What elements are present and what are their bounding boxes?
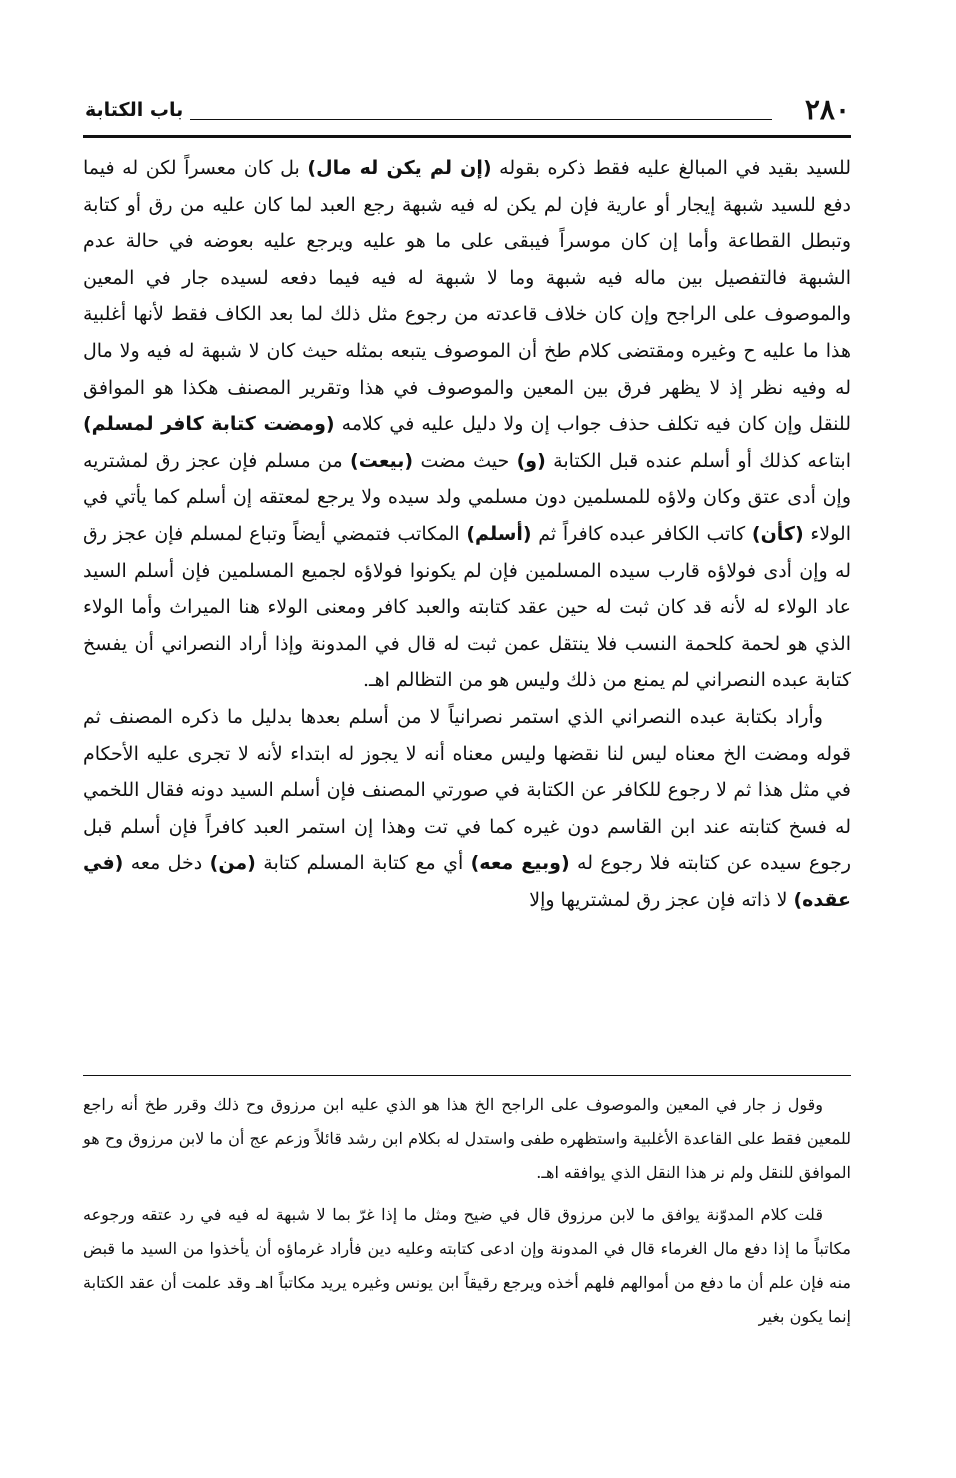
running-title: باب الكتابة <box>85 99 184 121</box>
page-number: ٢٨٠ <box>804 93 850 126</box>
commentary-text: بل كان معسراً لكن له فيما دفع للسيد شبهة إيجار أو عارية فإن لم يكن له فيه شبهة رجع العبد لما كان عليه من رق أو كتابة وتبطل القطاعة وأما إن كان موسراً فيبقى على ما هو عليه ويرجع عليه بعوضه في حالة عدم الشبهة فالتفصيل بين ماله فيه شبهة وما لا شبهة له فيه فيما دفعه لسيده جار في المعين والموصوف على الراجح وإن كان خلاف قاعدته من رجوع مثل ذلك لما بعد الكاف فقط لأنها أغلبية هذا ما عليه ح وغيره ومقتضى كلام طخ أن الموصوف يتبعه بمثله حيث كان لا شبهة له فيه ولا مال له وفيه نظر إذ لا يظهر فرق بين المعين والموصوف في هذا وتقرير المصنف هكذا هو الموافق للنقل وإن كان فيه تكلف حذف جواب إن ولا دليل عليه في كلامه <box>83 157 851 436</box>
footnotes <box>83 1088 851 1334</box>
page-header <box>85 92 850 132</box>
paragraph-2 <box>83 699 851 919</box>
matn-quote: (و) <box>516 449 546 472</box>
footnote-2: قلت كلام المدوّنة يوافق ما لابن مرزوق قال في ضيح ومثل ما إذا غرّ بما لا شبهة له فيه في رد عتقه ورجوعه مكاتباً ما إذا دفع مال الغرماء قال في المدونة وإن ادعى كتابته وعليه دين فأراد غرماؤه أن يأخذوا من السيد ما قبض منه فإن علم أن ما دفع من أموالهم فلهم أخذه ويرجع رقيقاً ابن يونس وغيره يريد مكاتباً اهـ وقد علمت أن عقد الكتابة إنما يكون بغير <box>83 1204 851 1327</box>
commentary-text: المكاتب فتمضي أيضاً وتباع لمسلم فإن عجز رق له وإن أدى فولاؤه قارب سيده المسلمين فإن لم يكونوا فولاؤه لجميع المسلمين فإن أسلم السيد عاد الولاء له لأنه قد كان ثبت له حين عقد كتابته والعبد كافر ومعنى الولاء هنا الميراث وأما الولاء الذي هو لحمة كلحمة النسب فلا ينتقل عمن ثبت له قال في المدونة وإذا أراد النصراني أن يفسخ كتابة عبده النصراني لم يمنع من ذلك وليس هو من التظالم اهـ. <box>83 522 851 692</box>
matn-quote: (وبيع معه) <box>470 852 570 875</box>
matn-quote: (كأن) <box>751 522 804 545</box>
commentary-text: حيث مضت <box>413 449 517 472</box>
paragraph-1 <box>83 150 851 699</box>
matn-quote: (ومضت كتابة كافر لمسلم) <box>83 413 335 436</box>
footnote-1: وقول ز جار في المعين والموصوف على الراجح الخ هذا هو الذي عليه ابن مرزوق وح ذلك وقرر طخ أنه راجع للمعين فقط على القاعدة الأغلبية واستظهره طفى واستدل له بكلام ابن رشد قائلاً وزعم عج أن ما لابن مرزوق وح هو الموافق للنقل ولم نر هذا النقل الذي يوافقه اهـ. <box>83 1095 851 1183</box>
footnote-separator <box>83 1075 851 1076</box>
commentary-text: من مسلم فإن عجز رق لمشتريه وإن أدى عتق وكان ولاؤه للمسلمين دون مسلمي ولد سيده ولا يرجع لمعتقه إن أسلم كما يأتي في الولاء <box>83 449 851 545</box>
header-line <box>190 119 772 120</box>
commentary-text: ابتاعه كذلك أو أسلم عنده قبل الكتابة <box>545 449 851 472</box>
main-text <box>83 150 851 918</box>
commentary-text: أي مع كتابة المسلم كتابة <box>255 852 471 875</box>
commentary-text: كاتب الكافر عبده كافراً ثم <box>531 522 752 545</box>
commentary-text: دخل معه <box>123 852 210 875</box>
matn-quote: (إن لم يكن له مال) <box>307 157 492 179</box>
matn-quote: (بيعت) <box>350 449 414 472</box>
matn-quote: (من) <box>209 852 256 875</box>
matn-quote: (أسلم) <box>466 522 532 545</box>
commentary-text: لا ذاته فإن عجز رق لمشتريها وإلا <box>529 888 794 911</box>
header-rule <box>83 135 851 138</box>
matn-quote: (في عقده) <box>83 852 851 911</box>
commentary-text: للسيد بقيد في المبالغ عليه فقط ذكره بقوله <box>491 157 851 179</box>
commentary-text: وأراد بكتابة عبده النصراني الذي استمر نصرانياً لا من أسلم بعدها بدليل ما ذكره المصنف ثم قوله ومضت الخ معناه ليس لنا نقضها وليس معناه أنه لا يجوز له ابتداء لأنه لا تجرى عليه الأحكام في مثل هذا ثم لا رجوع للكافر عن الكتابة في صورتي المصنف فإن أسلم السيد دونه فقال اللخمي له فسخ كتابته عند ابن القاسم دون غيره كما في تت وهذا إن استمر العبد كافراً فإن أسلم قبل رجوع سيده عن كتابته فلا رجوع له <box>83 705 852 875</box>
